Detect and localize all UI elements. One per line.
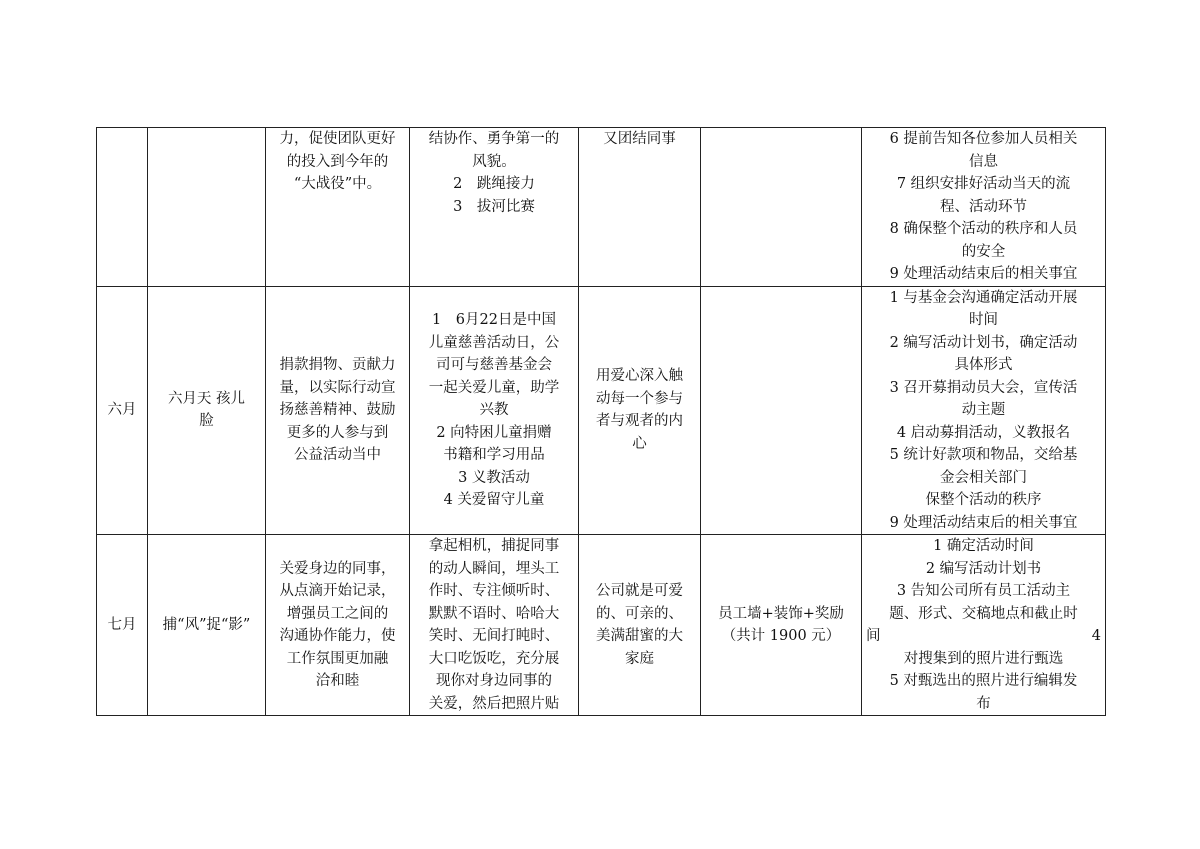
table-row — [97, 128, 1106, 287]
table-row — [97, 535, 1106, 716]
month-cell: 七月 — [97, 535, 148, 716]
budget-cell: 员工墙+装饰+奖励 （共计 1900 元） — [701, 535, 862, 716]
purpose-cell: 力，促使团队更好 的投入到今年的 “大战役”中。 — [266, 128, 410, 287]
steps-cell: 6 提前告知各位参加人员相关 信息 7 组织安排好活动当天的流 程、活动环节 8 确保整个活动的秩序和人员 的安全 9 处理活动结束后的相关事宜 — [862, 128, 1106, 287]
budget-cell — [701, 128, 862, 287]
month-cell — [97, 128, 148, 287]
table-row — [97, 286, 1106, 535]
theme-cell: 捕“风”捉“影” — [148, 535, 266, 716]
activity-plan-table — [96, 127, 1106, 716]
effect-cell: 又团结同事 — [579, 128, 701, 287]
month-cell: 六月 — [97, 286, 148, 535]
budget-cell — [701, 286, 862, 535]
purpose-cell: 捐款捐物、贡献力 量，以实际行动宣 扬慈善精神、鼓励 更多的人参与到 公益活动当中 — [266, 286, 410, 535]
steps-cell: 1 与基金会沟通确定活动开展 时间 2 编写活动计划书，确定活动 具体形式 3 召开募捐动员大会，宣传活 动主题 4 启动募捐活动，义教报名 5 统计好款项和物品，交给基 金会相关部门 保整个活动的秩序 9 处理活动结束后的相关事宜 — [862, 286, 1106, 535]
theme-cell: 六月天 孩儿 脸 — [148, 286, 266, 535]
steps-cell: 1 确定活动时间 2 编写活动计划书 3 告知公司所有员工活动主 题、形式、交稿地点和截止时 间 4 对搜集到的照片进行甄选 5 对甄选出的照片进行编辑发 布 — [862, 535, 1106, 716]
theme-cell — [148, 128, 266, 287]
content-cell: 1 6月22日是中国 儿童慈善活动日，公 司可与慈善基金会 一起关爱儿童，助学 兴教 2 向特困儿童捐赠 书籍和学习用品 3 义教活动 4 关爱留守儿童 — [410, 286, 579, 535]
effect-cell: 公司就是可爱 的、可亲的、 美满甜蜜的大 家庭 — [579, 535, 701, 716]
purpose-cell: 关爱身边的同事， 从点滴开始记录， 增强员工之间的 沟通协作能力，使 工作氛围更加融 洽和睦 — [266, 535, 410, 716]
effect-cell: 用爱心深入触 动每一个参与 者与观者的内 心 — [579, 286, 701, 535]
content-cell: 结协作、勇争第一的 风貌。 2 跳绳接力 3 拔河比赛 — [410, 128, 579, 287]
content-cell: 拿起相机，捕捉同事 的动人瞬间，埋头工 作时、专注倾听时、 默默不语时、哈哈大 笑时、无间打盹时、 大口吃饭吃，充分展 现你对身边同事的 关爱，然后把照片贴 — [410, 535, 579, 716]
split-step-line: 间 4 — [866, 628, 1101, 644]
